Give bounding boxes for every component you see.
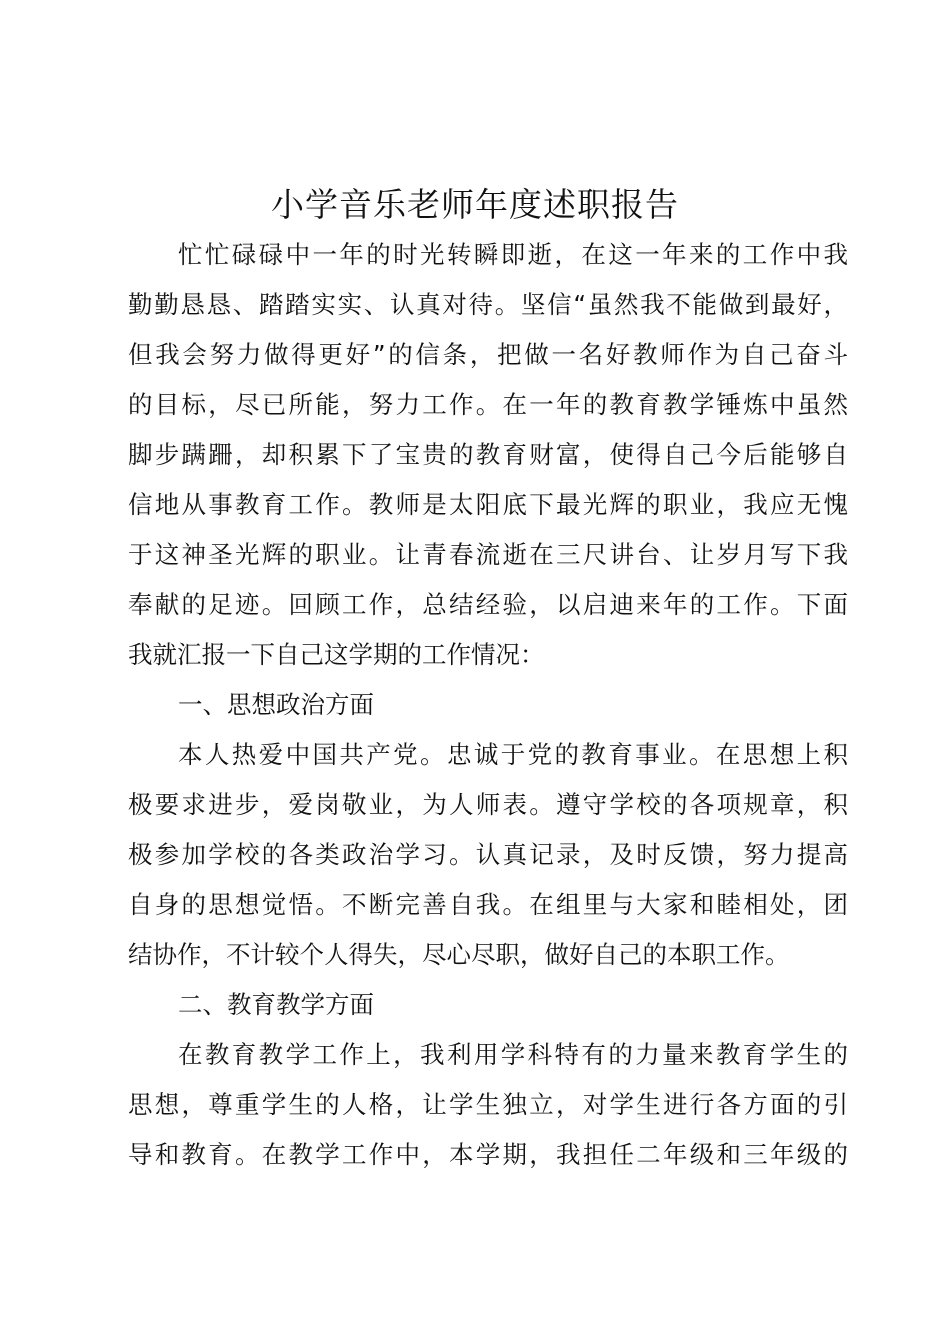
paragraph-line: 思想，尊重学生的人格，让学生独立，对学生进行各方面的引 [128, 1090, 848, 1119]
section-heading: 一、思想政治方面 [178, 690, 374, 719]
paragraph-line: 我就汇报一下自己这学期的工作情况： [128, 640, 545, 669]
paragraph-line: 在教育教学工作上，我利用学科特有的力量来教育学生的 [178, 1040, 848, 1069]
paragraph-line: 本人热爱中国共产党。忠诚于党的教育事业。在思想上积 [178, 740, 848, 769]
paragraph-line: 但我会努力做得更好”的信条，把做一名好教师作为自己奋斗 [128, 340, 848, 369]
paragraph-line: 于这神圣光辉的职业。让青春流逝在三尺讲台、让岁月写下我 [128, 540, 848, 569]
paragraph-line: 极参加学校的各类政治学习。认真记录，及时反馈，努力提高 [128, 840, 848, 869]
paragraph-line: 忙忙碌碌中一年的时光转瞬即逝，在这一年来的工作中我 [178, 240, 848, 269]
paragraph-line: 奉献的足迹。回顾工作，总结经验，以启迪来年的工作。下面 [128, 590, 848, 619]
paragraph-line: 自身的思想觉悟。不断完善自我。在组里与大家和睦相处，团 [128, 890, 848, 919]
paragraph-line: 脚步蹒跚，却积累下了宝贵的教育财富，使得自己今后能够自 [128, 440, 848, 469]
document-title: 小学音乐老师年度述职报告 [271, 185, 679, 224]
paragraph-line: 导和教育。在教学工作中，本学期，我担任二年级和三年级的 [128, 1140, 848, 1169]
paragraph-line: 极要求进步，爱岗敬业，为人师表。遵守学校的各项规章，积 [128, 790, 848, 819]
paragraph-line: 的目标，尽已所能，努力工作。在一年的教育教学锤炼中虽然 [128, 390, 848, 419]
paragraph-line: 信地从事教育工作。教师是太阳底下最光辉的职业，我应无愧 [128, 490, 848, 519]
section-heading: 二、教育教学方面 [178, 990, 374, 1019]
paragraph-line: 勤勤恳恳、踏踏实实、认真对待。坚信“虽然我不能做到最好， [128, 290, 848, 319]
paragraph-line: 结协作，不计较个人得失，尽心尽职，做好自己的本职工作。 [128, 940, 790, 969]
